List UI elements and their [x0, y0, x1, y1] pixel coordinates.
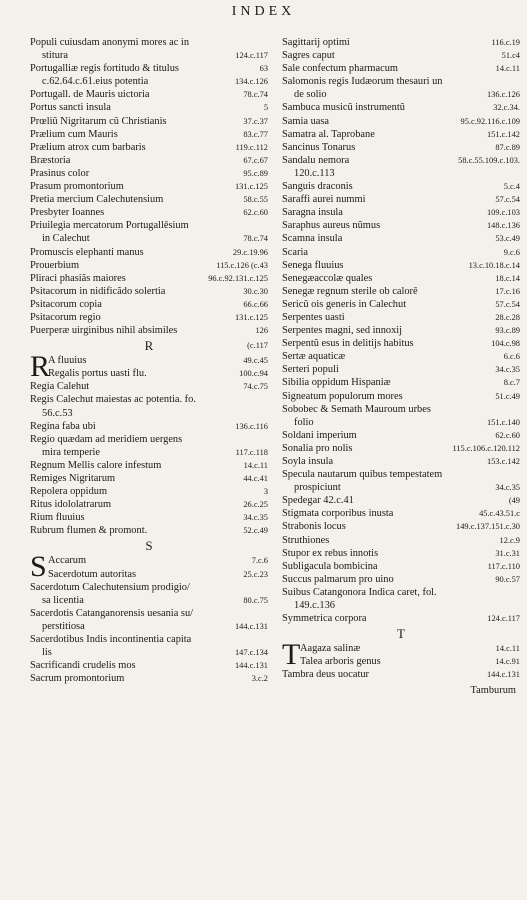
- index-entry: [282, 246, 520, 259]
- entry-text: Sandalu nemora: [282, 154, 350, 166]
- entry-text: Serpentũ esus in delitijs habitus: [282, 338, 414, 350]
- entry-text: mira temperie: [42, 446, 100, 458]
- index-entry: [30, 219, 268, 232]
- entry-text: Prælium cum Mauris: [30, 128, 118, 140]
- index-entry: [30, 141, 268, 154]
- index-entry: [30, 36, 268, 49]
- entry-text: Spedegar 42.c.41: [282, 495, 354, 507]
- entry-text: Stigmata corporibus inusta: [282, 508, 394, 520]
- index-entry: [282, 115, 520, 128]
- entry-text: Sertæ aquaticæ: [282, 351, 346, 363]
- index-entry: [30, 115, 268, 128]
- entry-page-ref: 5: [263, 103, 268, 113]
- entry-text: Sancinus Tonarus: [282, 141, 356, 153]
- entry-page-ref: 96.c.92.131.c.125: [208, 273, 268, 283]
- entry-page-ref: 66.c.66: [243, 299, 268, 309]
- entry-page-ref: 51.c.49: [495, 391, 520, 401]
- index-entry: [282, 219, 520, 232]
- entry-page-ref: 62.c.60: [495, 430, 520, 440]
- index-entry: [282, 259, 520, 272]
- index-entry: [282, 429, 520, 442]
- entry-page-ref: 44.c.41: [243, 474, 268, 483]
- entry-page-ref: 126: [255, 326, 268, 336]
- entry-page-ref: (c.117: [247, 341, 268, 351]
- entry-text: Priuilegia mercatorum Portugallēsium: [30, 220, 189, 232]
- entry-page-ref: 29.c.19.96: [232, 247, 268, 257]
- index-entry: [48, 367, 268, 380]
- index-entry: [48, 354, 268, 367]
- index-entry: [30, 620, 268, 633]
- entry-text: Soyla insula: [282, 456, 334, 467]
- index-entry: [282, 390, 520, 403]
- index-entry: [282, 311, 520, 324]
- index-entry: [30, 154, 268, 167]
- entry-text: Psitacorum regio: [30, 311, 101, 323]
- drop-cap-block: [30, 550, 268, 584]
- entry-text: Sacerdotis Catanganorensis uesania su/: [30, 607, 194, 619]
- entry-page-ref: 51.c4: [501, 51, 520, 61]
- entry-page-ref: 115.c.126 (c.43: [216, 260, 268, 270]
- index-entry: [282, 180, 520, 193]
- entry-page-ref: 14.c.11: [243, 460, 268, 470]
- entry-page-ref: 37.c.37: [243, 116, 268, 126]
- index-entry: [30, 49, 268, 62]
- index-entry: [282, 560, 520, 573]
- entry-page-ref: 93.c.89: [495, 326, 520, 336]
- index-entry: [282, 232, 520, 245]
- section-letter: T: [397, 626, 405, 642]
- index-entry: [30, 459, 268, 472]
- index-entry: [30, 101, 268, 114]
- index-entry: [30, 472, 268, 485]
- index-entry: [282, 573, 520, 586]
- index-entry: [282, 101, 520, 114]
- entry-text: Bræstoria: [30, 154, 71, 166]
- entry-text: Prælium atrox cum barbaris: [30, 141, 146, 153]
- entry-text: 56.c.53: [42, 407, 73, 419]
- entry-text: Ritus idololatrarum: [30, 499, 112, 511]
- entry-text: Sambuca musicũ instrumentũ: [282, 102, 405, 114]
- entry-page-ref: 78.c.74: [243, 234, 268, 244]
- entry-page-ref: 109.c.103: [486, 208, 520, 218]
- entry-text: Rium fluuius: [30, 512, 85, 524]
- section-letter-heading: [282, 626, 520, 641]
- entry-page-ref: 28.c.28: [495, 312, 520, 322]
- index-entry: [300, 655, 520, 668]
- entry-text: Regio quædam ad meridiem uergens: [30, 433, 183, 445]
- index-entry: [282, 128, 520, 141]
- entry-text: Regis Calechut maiestas ac potentia. fo.: [30, 394, 196, 406]
- entry-page-ref: 58.c.55: [243, 195, 268, 205]
- entry-text: Symmetrica corpora: [282, 613, 367, 625]
- entry-page-ref: 117.c.110: [487, 561, 520, 571]
- entry-text: sa licentia: [42, 594, 84, 606]
- entry-text: Sericũ ois generis in Calechut: [282, 298, 407, 310]
- entry-text: 149.c.136: [294, 600, 335, 612]
- entry-text: prospiciunt: [294, 482, 341, 494]
- entry-text: Serpentes magni, sed innoxij: [282, 325, 403, 337]
- entry-text: Stupor ex rebus innotis: [282, 547, 379, 559]
- drop-cap-block: [30, 350, 268, 384]
- entry-text: Succus palmarum pro uino: [282, 573, 394, 585]
- entry-text: 120.c.113: [294, 167, 335, 179]
- entry-text: Sibilia oppidum Hispaniæ: [282, 377, 391, 389]
- entry-page-ref: 104.c.98: [491, 339, 520, 349]
- index-entry: [282, 298, 520, 311]
- entry-text: Serteri populi: [282, 364, 339, 376]
- index-entry: [30, 193, 268, 206]
- index-entry: [30, 380, 268, 393]
- entry-text: Specula nautarum quibus tempestatem: [282, 469, 443, 481]
- entry-text: Sanguis draconis: [282, 181, 353, 193]
- index-entry: [30, 498, 268, 511]
- entry-page-ref: (49: [508, 496, 520, 506]
- index-entry: [30, 180, 268, 193]
- entry-page-ref: 63: [259, 64, 268, 74]
- entry-text: Saragna insula: [282, 207, 343, 219]
- section-letter-heading: [30, 538, 268, 553]
- entry-page-ref: 115.c.106.c.120.112: [452, 443, 520, 453]
- drop-cap-letter: R: [30, 350, 51, 384]
- index-entry: [282, 416, 520, 429]
- entry-text: Sacrificandi crudelis mos: [30, 660, 136, 672]
- entry-text: Senegæ regnum sterile ob calorē: [282, 285, 418, 297]
- entry-page-ref: 45.c.43.51.c: [479, 509, 520, 519]
- entry-text: Psitacorum copia: [30, 298, 102, 310]
- entry-page-ref: 151.c.140: [486, 417, 520, 427]
- entry-page-ref: 67.c.67: [243, 155, 268, 165]
- entry-page-ref: 149.c.137.151.c.30: [456, 522, 520, 532]
- entry-text: Prasum promontorium: [30, 181, 124, 193]
- index-entry: [30, 485, 268, 498]
- index-entry: [282, 193, 520, 206]
- entry-text: Sonalia pro nolis: [282, 442, 353, 454]
- entry-text: Puerperæ uirginibus nihil absimiles: [30, 325, 178, 337]
- index-entry: [30, 298, 268, 311]
- entry-page-ref: 144.c.131: [234, 661, 268, 671]
- entry-text: de solio: [294, 89, 327, 101]
- entry-page-ref: 14.c.91: [495, 657, 520, 667]
- entry-page-ref: 26.c.25: [243, 500, 268, 510]
- entry-text: Sacrum promontorium: [30, 673, 125, 685]
- index-entry: [282, 481, 520, 494]
- entry-text: Populi cuiusdam anonymi mores ac in: [30, 37, 190, 48]
- index-entry: [30, 433, 268, 446]
- drop-cap-letter: T: [282, 638, 301, 672]
- entry-text: Pretia mercium Calechutensium: [30, 194, 164, 206]
- entry-text: Psitacorum in nidificãdo solertia: [30, 285, 166, 297]
- index-entry: [30, 206, 268, 219]
- index-entry: [30, 128, 268, 141]
- index-entry: [30, 272, 268, 285]
- entry-page-ref: 151.c.142: [486, 129, 520, 139]
- entry-text: perstitiosa: [42, 620, 85, 632]
- index-entry: [282, 324, 520, 337]
- entry-page-ref: 83.c.77: [243, 129, 268, 139]
- entry-text: Subligacula bombicina: [282, 560, 378, 572]
- index-entry: [282, 612, 520, 625]
- index-entry: [282, 376, 520, 389]
- entry-page-ref: 134.c.126: [234, 77, 268, 87]
- entry-page-ref: 124.c.117: [235, 51, 268, 61]
- entry-text: Prasinus color: [30, 167, 90, 179]
- entry-text: Serpentes uasti: [282, 311, 345, 323]
- index-entry: [30, 594, 268, 607]
- index-entry: [48, 568, 268, 581]
- index-entry: [282, 455, 520, 468]
- entry-text: Remiges Nigritarum: [30, 473, 116, 484]
- index-entry: [282, 442, 520, 455]
- entry-text: Accarum: [48, 555, 87, 567]
- index-entry: [282, 272, 520, 285]
- section-letter: S: [145, 538, 153, 554]
- index-entry: [30, 167, 268, 180]
- entry-page-ref: 32.c.34.: [493, 103, 520, 113]
- entry-text: Regina faba ubi: [30, 420, 96, 432]
- drop-cap-letter: S: [30, 550, 47, 584]
- index-entry: [30, 285, 268, 298]
- index-entry: [282, 599, 520, 612]
- entry-text: c.62.64.c.61.eius potentia: [42, 76, 149, 88]
- entry-page-ref: 49.c.45: [243, 356, 268, 366]
- index-entry: [282, 206, 520, 219]
- index-entry: [282, 154, 520, 167]
- entry-text: Saraffi aurei nummi: [282, 194, 366, 206]
- index-entry: [30, 407, 268, 420]
- entry-page-ref: 9.c.6: [503, 247, 520, 257]
- index-entry: [30, 88, 268, 101]
- entry-text: Aagaza salinæ: [300, 643, 361, 655]
- entry-text: Strabonis locus: [282, 521, 346, 533]
- index-entry: [282, 350, 520, 363]
- entry-page-ref: 34.c.35: [495, 365, 520, 375]
- entry-page-ref: 6.c.6: [503, 352, 520, 362]
- index-entry: [282, 75, 520, 88]
- entry-text: Portugalliæ regis fortitudo & titulus: [30, 63, 179, 75]
- entry-page-ref: 136.c.116: [235, 421, 268, 431]
- entry-page-ref: 14.c.11: [495, 64, 520, 74]
- entry-text: Prœliũ Nigritarum cũ Christianis: [30, 115, 167, 127]
- index-entry: [30, 62, 268, 75]
- entry-page-ref: 119.c.112: [235, 142, 268, 152]
- entry-text: Talea arboris genus: [300, 656, 381, 668]
- entry-text: in Calechut: [42, 233, 90, 245]
- index-entry: [282, 520, 520, 533]
- entry-text: Sacerdotum Calechutensium prodigio/: [30, 581, 190, 593]
- entry-page-ref: 62.c.60: [243, 208, 268, 218]
- catchword: Tamburum: [470, 684, 516, 696]
- index-entry: [282, 403, 520, 416]
- index-entry: [30, 324, 268, 337]
- entry-page-ref: 131.c.125: [234, 182, 268, 192]
- page-header: INDEX: [231, 4, 296, 19]
- index-entry: [282, 668, 520, 681]
- entry-page-ref: 90.c.57: [495, 574, 520, 584]
- entry-text: Sacerdotibus Indis incontinentia capita: [30, 634, 192, 646]
- entry-text: Senega fluuius: [282, 259, 344, 271]
- index-entry: [282, 547, 520, 560]
- index-entry: [30, 633, 268, 646]
- index-entry: [282, 285, 520, 298]
- index-entry: [30, 311, 268, 324]
- entry-text: Portugall. de Mauris uictoria: [30, 89, 150, 101]
- entry-page-ref: 8.c.7: [503, 378, 520, 388]
- entry-page-ref: 5.c.4: [503, 182, 520, 192]
- entry-text: Sagittarij optimi: [282, 37, 350, 48]
- entry-text: Scamna insula: [282, 233, 343, 245]
- index-entry: [30, 511, 268, 524]
- entry-text: Tambra deus uocatur: [282, 669, 369, 681]
- entry-page-ref: 7.c.6: [251, 556, 268, 566]
- index-column-right: [282, 36, 520, 697]
- entry-text: A fluuius: [48, 355, 87, 367]
- entry-page-ref: 3.c.2: [251, 674, 268, 684]
- index-entry: [30, 446, 268, 459]
- entry-page-ref: 95.c.89: [243, 168, 268, 178]
- entry-page-ref: 116.c.19: [491, 38, 520, 47]
- entry-text: Prouerbium: [30, 259, 80, 271]
- drop-cap-block: [282, 638, 520, 672]
- entry-text: Sagres caput: [282, 50, 335, 62]
- entry-page-ref: 13.c.10.18.c.14: [468, 260, 520, 270]
- entry-page-ref: 18.c.14: [495, 273, 520, 283]
- entry-text: lis: [42, 647, 52, 659]
- entry-page-ref: 34.c.35: [495, 483, 520, 493]
- index-entry: [48, 554, 268, 567]
- entry-text: Portus sancti insula: [30, 102, 111, 114]
- index-entry: [282, 468, 520, 481]
- section-letter: R: [144, 338, 154, 354]
- entry-text: Rubrum flumen & promont.: [30, 525, 148, 537]
- entry-page-ref: 153.c.142: [486, 457, 520, 466]
- index-entry: [282, 49, 520, 62]
- entry-text: Repolera oppidum: [30, 486, 108, 498]
- index-entry: [30, 75, 268, 88]
- entry-page-ref: 58.c.55.109.c.103.: [458, 155, 520, 165]
- index-entry: [30, 420, 268, 433]
- entry-page-ref: 53.c.49: [495, 234, 520, 244]
- entry-text: Presbyter Ioannes: [30, 207, 105, 219]
- entry-text: Saraphus aureus nũmus: [282, 220, 381, 232]
- index-entry: [282, 167, 520, 180]
- entry-text: stitura: [42, 50, 68, 62]
- entry-text: Struthiones: [282, 534, 330, 546]
- entry-page-ref: 31.c.31: [495, 548, 520, 558]
- index-column-left: [30, 36, 268, 685]
- entry-text: Soldani imperium: [282, 429, 357, 441]
- entry-page-ref: 12.c.9: [499, 535, 520, 545]
- entry-page-ref: 34.c.35: [243, 513, 268, 523]
- entry-page-ref: 57.c.54: [495, 195, 520, 205]
- index-entry: [30, 246, 268, 259]
- entry-page-ref: 14.c.11: [495, 644, 520, 654]
- index-entry: [282, 586, 520, 599]
- index-entry: [30, 646, 268, 659]
- entry-page-ref: 87.c.89: [495, 142, 520, 152]
- entry-page-ref: 95.c.92.116.c.109: [460, 116, 520, 126]
- entry-text: folio: [294, 416, 314, 428]
- entry-page-ref: 131.c.125: [234, 312, 268, 322]
- index-entry: [282, 494, 520, 507]
- entry-page-ref: 25.c.23: [243, 569, 268, 579]
- entry-text: Regia Calehut: [30, 381, 90, 393]
- index-entry: [30, 581, 268, 594]
- index-entry: [282, 88, 520, 101]
- entry-page-ref: 3: [263, 487, 268, 497]
- entry-text: Sobobec & Semath Mauroum urbes: [282, 403, 431, 415]
- index-entry: [30, 232, 268, 245]
- index-entry: [282, 363, 520, 376]
- index-entry: [30, 672, 268, 685]
- entry-text: Sale confectum pharmacum: [282, 63, 398, 75]
- section-letter-heading: [30, 338, 268, 353]
- index-entry: [282, 141, 520, 154]
- index-entry: [282, 337, 520, 350]
- entry-text: Salomonis regis Iudæorum thesauri un: [282, 76, 443, 88]
- entry-text: Samatra al. Taprobane: [282, 128, 375, 140]
- entry-text: Regnum Mellis calore infestum: [30, 459, 162, 471]
- index-entry: [282, 36, 520, 49]
- entry-text: Signeatum populorum mores: [282, 390, 403, 402]
- entry-page-ref: 144.c.131: [486, 670, 520, 680]
- index-entry: [282, 534, 520, 547]
- entry-page-ref: 78.c.74: [243, 90, 268, 100]
- index-entry: [282, 62, 520, 75]
- index-entry: [30, 524, 268, 537]
- entry-text: Scaria: [282, 246, 308, 258]
- entry-page-ref: 52.c.49: [243, 526, 268, 536]
- entry-text: Pliraci phasiãs maiores: [30, 272, 126, 284]
- entry-page-ref: 136.c.126: [486, 90, 520, 100]
- index-entry: [30, 659, 268, 672]
- entry-page-ref: 100.c.94: [239, 369, 268, 379]
- entry-page-ref: 147.c.134: [234, 648, 268, 658]
- index-entry: [282, 507, 520, 520]
- entry-text: Senegæaccolæ quales: [282, 272, 373, 284]
- index-entry: [300, 642, 520, 655]
- entry-text: Regalis portus uasti flu.: [48, 368, 147, 380]
- entry-page-ref: 74.c.75: [243, 382, 268, 392]
- entry-text: Sacerdotum autoritas: [48, 568, 137, 580]
- entry-text: Promuscis elephanti manus: [30, 246, 144, 258]
- entry-page-ref: 17.c.16: [495, 286, 520, 296]
- index-entry: [30, 607, 268, 620]
- entry-page-ref: 80.c.75: [243, 595, 268, 605]
- entry-text: Suibus Catangonora Indica caret, fol.: [282, 586, 437, 598]
- entry-page-ref: 30.c.30: [243, 286, 268, 296]
- index-entry: [30, 393, 268, 406]
- entry-page-ref: 148.c.136: [486, 221, 520, 231]
- entry-page-ref: 144.c.131: [234, 621, 268, 631]
- entry-page-ref: 57.c.54: [495, 299, 520, 309]
- entry-text: Samia uasa: [282, 115, 330, 127]
- index-entry: [30, 259, 268, 272]
- entry-page-ref: 124.c.117: [487, 614, 520, 624]
- entry-page-ref: 117.c.118: [235, 447, 268, 457]
